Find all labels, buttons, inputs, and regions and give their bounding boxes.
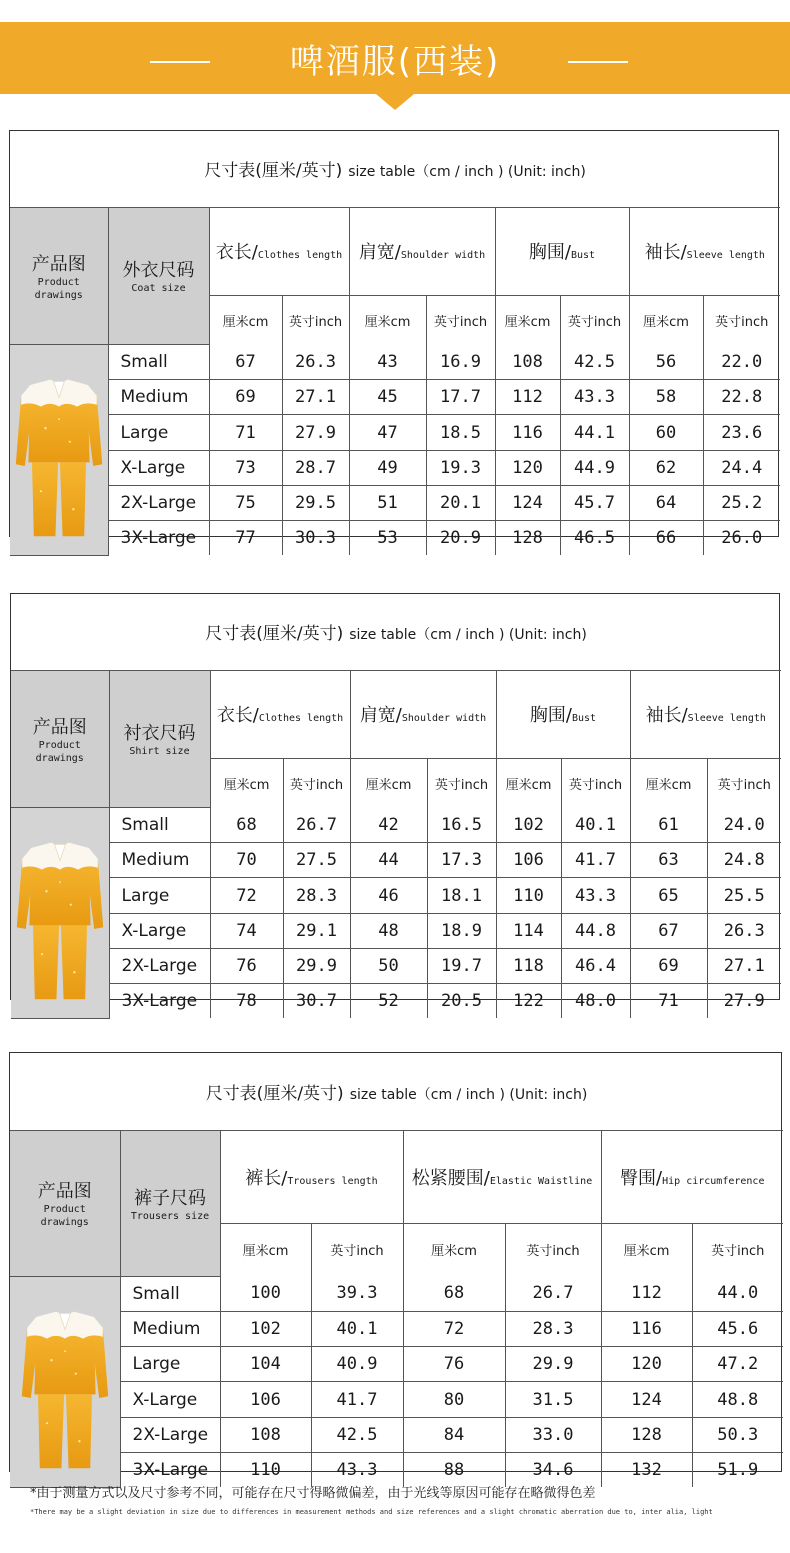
size-label: Medium [120,1311,220,1346]
measure-value: 49 [349,450,426,485]
measure-value: 17.3 [427,843,496,878]
measure-value: 19.7 [427,948,496,983]
measure-value: 26.7 [283,807,350,842]
table-title [10,1053,783,1130]
measure-value: 46.4 [561,948,630,983]
size-label: Large [108,415,209,450]
measure-value: 102 [220,1311,311,1346]
unit-cm: 厘米cm [403,1223,505,1276]
measure-value: 84 [403,1417,505,1452]
measure-value: 24.8 [707,843,781,878]
measure-value: 40.9 [311,1347,403,1382]
table-row [11,913,781,948]
measure-value: 68 [210,807,283,842]
measure-value: 118 [496,948,561,983]
measure-value: 108 [220,1417,311,1452]
unit-cm: 厘米cm [496,759,561,808]
size-label: 2X-Large [109,948,210,983]
measure-value: 76 [403,1347,505,1382]
measure-value: 124 [495,485,560,520]
measure-en: Elastic Waistline [489,1175,593,1187]
unit-cm: 厘米cm [210,759,283,808]
measure-value: 34.6 [505,1453,601,1488]
measure-value: 51.9 [692,1453,783,1488]
measure-value: 48.0 [561,984,630,1019]
measure-value: 27.9 [707,984,781,1019]
measure-value: 67 [630,913,707,948]
table-row [10,344,780,379]
table-row [10,1311,783,1346]
measure-value: 48.8 [692,1382,783,1417]
measure-value: 42.5 [560,344,629,379]
measure-value: 74 [210,913,283,948]
size-header-cn: 衬衣尺码 [123,723,196,745]
unit-cm: 厘米cm [209,296,282,345]
product-header-cn: 产品图 [37,1181,92,1203]
beer-suit-icon [14,345,104,551]
unit-cm: 厘米cm [349,296,426,345]
size-label: X-Large [108,450,209,485]
measure-value: 61 [630,807,707,842]
measure-value: 28.3 [283,878,350,913]
measure-value: 60 [629,415,703,450]
measure-value: 45.7 [560,485,629,520]
disclaimer-cn: *由于测量方式以及尺寸参考不同，可能存在尺寸得略微偏差，由于光线等原因可能存在略微得色差 [30,1486,596,1501]
measure-value: 43.3 [561,878,630,913]
measure-value: 29.1 [283,913,350,948]
measure-value: 45.6 [692,1311,783,1346]
measure-value: 66 [629,521,703,556]
measure-trousers-length [220,1130,403,1223]
size-label: 3X-Large [108,521,209,556]
table-row [10,450,780,485]
measure-value: 110 [496,878,561,913]
measure-value: 48 [350,913,427,948]
measure-bust [496,670,630,758]
unit-inch: 英寸inch [561,759,630,808]
table-row [10,521,780,556]
unit-inch: 英寸inch [282,296,349,345]
measure-value: 58 [629,380,703,415]
product-header-en: Product drawings [40,1204,89,1229]
measure-value: 53 [349,521,426,556]
unit-inch: 英寸inch [283,759,350,808]
table-row [10,1276,783,1311]
size-label: 3X-Large [120,1453,220,1488]
measure-value: 77 [209,521,282,556]
size-label: Medium [109,843,210,878]
measure-value: 28.3 [505,1311,601,1346]
measure-value: 110 [220,1453,311,1488]
product-photo [10,1276,120,1487]
product-drawings-header [11,670,109,807]
product-photo [11,807,109,1018]
product-header-en: Product drawings [34,276,83,301]
measure-value: 42.5 [311,1417,403,1452]
measure-value: 50.3 [692,1417,783,1452]
measure-value: 41.7 [561,843,630,878]
unit-cm: 厘米cm [495,296,560,345]
measure-value: 65 [630,878,707,913]
measure-value: 63 [630,843,707,878]
shirt-size-header [109,670,210,807]
measure-value: 50 [350,948,427,983]
measure-shoulder-width [350,670,496,758]
measure-value: 17.7 [426,380,495,415]
measure-value: 44 [350,843,427,878]
measure-en: Trousers length [287,1175,378,1187]
size-label: X-Large [109,913,210,948]
size-label: 2X-Large [120,1417,220,1452]
measure-value: 18.5 [426,415,495,450]
measure-value: 29.9 [283,948,350,983]
measure-value: 27.1 [707,948,781,983]
measure-clothes-length [209,207,349,295]
trousers-size-header [120,1130,220,1276]
product-photo [10,344,108,555]
table-title-en: size table（cm / inch ) (Unit: inch) [349,1086,588,1103]
measure-value: 80 [403,1382,505,1417]
table-row [10,1347,783,1382]
measure-value: 16.5 [427,807,496,842]
table-row [11,948,781,983]
measure-value: 120 [495,450,560,485]
measure-value: 25.5 [707,878,781,913]
measure-value: 27.1 [282,380,349,415]
unit-inch: 英寸inch [426,296,495,345]
unit-inch: 英寸inch [703,296,780,345]
page-title: 啤酒服(西装) [289,42,501,82]
measure-cn: 臀围/ [620,1167,663,1189]
measure-value: 26.0 [703,521,780,556]
measure-value: 29.9 [505,1347,601,1382]
size-header-en: Trousers size [130,1210,210,1222]
size-header-en: Shirt size [129,746,190,758]
measure-elastic-waistline [403,1130,601,1223]
unit-inch: 英寸inch [707,759,781,808]
size-label: 3X-Large [109,984,210,1019]
measure-en: Sleeve length [687,713,766,725]
measure-value: 30.7 [283,984,350,1019]
unit-inch: 英寸inch [692,1223,783,1276]
measure-value: 18.9 [427,913,496,948]
table-row [10,485,780,520]
measure-en: Hip circumference [662,1175,765,1187]
measure-value: 47 [349,415,426,450]
table-title-en: size table（cm / inch ) (Unit: inch) [348,164,586,181]
measure-value: 39.3 [311,1276,403,1311]
measure-value: 122 [496,984,561,1019]
table-row [11,878,781,913]
measure-en: Clothes length [257,250,343,262]
measure-value: 114 [496,913,561,948]
unit-cm: 厘米cm [220,1223,311,1276]
measure-value: 128 [495,521,560,556]
measure-value: 106 [220,1382,311,1417]
measure-value: 44.1 [560,415,629,450]
measure-value: 71 [630,984,707,1019]
measure-value: 69 [209,380,282,415]
beer-suit-icon [20,1277,110,1483]
measure-value: 68 [403,1276,505,1311]
size-label: Large [109,878,210,913]
measure-value: 72 [210,878,283,913]
measure-value: 26.7 [505,1276,601,1311]
measure-value: 28.7 [282,450,349,485]
measure-cn: 松紧腰围/ [411,1167,490,1189]
product-header-en: Product drawings [35,739,84,764]
product-header-cn: 产品图 [32,716,87,738]
table-row [10,1382,783,1417]
unit-inch: 英寸inch [427,759,496,808]
measure-value: 64 [629,485,703,520]
table-row [11,984,781,1019]
measure-clothes-length [210,670,350,758]
measure-value: 20.1 [426,485,495,520]
measure-value: 112 [495,380,560,415]
measure-value: 69 [630,948,707,983]
table-row [10,380,780,415]
measure-value: 40.1 [561,807,630,842]
measure-value: 88 [403,1453,505,1488]
measure-cn: 衣长/ [216,705,259,727]
measure-en: Sleeve length [686,250,765,262]
unit-cm: 厘米cm [601,1223,692,1276]
measure-value: 43.3 [311,1453,403,1488]
measure-value: 42 [350,807,427,842]
measure-value: 16.9 [426,344,495,379]
measure-cn: 裤长/ [245,1167,288,1189]
unit-cm: 厘米cm [350,759,427,808]
measure-value: 44.8 [561,913,630,948]
measure-cn: 袖长/ [645,705,688,727]
table-row [10,1417,783,1452]
product-drawings-header [10,1130,120,1276]
measure-cn: 肩宽/ [358,242,401,264]
measure-value: 52 [350,984,427,1019]
measure-sleeve-length [630,670,781,758]
beer-suit-icon [15,808,105,1014]
size-header-cn: 裤子尺码 [134,1187,206,1209]
measure-value: 72 [403,1311,505,1346]
product-header-cn: 产品图 [31,253,86,275]
measure-en: Bust [570,250,596,262]
measure-value: 116 [601,1311,692,1346]
table-title-cn: 尺寸表(厘米/英寸) [205,624,344,645]
unit-inch: 英寸inch [311,1223,403,1276]
measure-cn: 肩宽/ [359,705,402,727]
table-row [10,415,780,450]
measure-cn: 衣长/ [215,242,258,264]
measure-value: 104 [220,1347,311,1382]
measure-value: 106 [496,843,561,878]
measure-value: 24.0 [707,807,781,842]
measure-value: 70 [210,843,283,878]
measure-value: 75 [209,485,282,520]
measure-en: Clothes length [258,713,344,725]
measure-value: 19.3 [426,450,495,485]
size-header-cn: 外衣尺码 [122,260,195,282]
measure-value: 45 [349,380,426,415]
size-label: Large [120,1347,220,1382]
measure-value: 62 [629,450,703,485]
measure-value: 120 [601,1347,692,1382]
table-title [11,594,781,670]
measure-bust [495,207,629,295]
measure-cn: 袖长/ [644,242,687,264]
unit-inch: 英寸inch [560,296,629,345]
measure-value: 43.3 [560,380,629,415]
table-row [11,807,781,842]
measure-value: 23.6 [703,415,780,450]
measure-value: 25.2 [703,485,780,520]
measure-en: Bust [571,713,597,725]
measure-value: 51 [349,485,426,520]
size-label: 2X-Large [108,485,209,520]
measure-value: 22.0 [703,344,780,379]
measure-value: 27.9 [282,415,349,450]
measure-value: 56 [629,344,703,379]
coat-size-table [9,130,779,549]
measure-en: Shoulder width [400,250,486,262]
measure-value: 40.1 [311,1311,403,1346]
table-title-cn: 尺寸表(厘米/英寸) [205,1083,344,1104]
measure-shoulder-width [349,207,495,295]
measure-value: 128 [601,1417,692,1452]
measure-en: Shoulder width [401,713,487,725]
size-label: Small [109,807,210,842]
size-label: Small [120,1276,220,1311]
measure-value: 132 [601,1453,692,1488]
measure-value: 46.5 [560,521,629,556]
measure-value: 41.7 [311,1382,403,1417]
measure-value: 78 [210,984,283,1019]
measure-value: 44.0 [692,1276,783,1311]
size-label: X-Large [120,1382,220,1417]
measure-value: 46 [350,878,427,913]
measure-value: 43 [349,344,426,379]
measure-value: 73 [209,450,282,485]
size-header-en: Coat size [131,283,186,295]
measure-value: 116 [495,415,560,450]
measure-value: 18.1 [427,878,496,913]
unit-cm: 厘米cm [630,759,707,808]
measure-value: 31.5 [505,1382,601,1417]
measure-hip-circumference [601,1130,783,1223]
measure-value: 22.8 [703,380,780,415]
measure-value: 44.9 [560,450,629,485]
table-title-cn: 尺寸表(厘米/英寸) [204,161,343,182]
unit-inch: 英寸inch [505,1223,601,1276]
coat-size-header [108,207,209,344]
size-label: Small [108,344,209,379]
banner-arrow [376,94,414,110]
measure-value: 108 [495,344,560,379]
measure-value: 33.0 [505,1417,601,1452]
trousers-size-table [9,1052,782,1481]
measure-value: 76 [210,948,283,983]
measure-value: 26.3 [707,913,781,948]
measure-value: 102 [496,807,561,842]
table-row [11,843,781,878]
measure-value: 27.5 [283,843,350,878]
measure-cn: 胸围/ [528,242,571,264]
table-title-en: size table（cm / inch ) (Unit: inch) [349,627,587,644]
measure-cn: 胸围/ [529,705,572,727]
measure-value: 124 [601,1382,692,1417]
measure-value: 100 [220,1276,311,1311]
disclaimer-en: *There may be a slight deviation in size due to differences in measurement methods and size references and a slight chromatic aberration due to, inter alia, light [30,1508,713,1516]
measure-value: 112 [601,1276,692,1311]
shirt-size-table [10,593,780,1012]
measure-value: 29.5 [282,485,349,520]
measure-sleeve-length [629,207,780,295]
measure-value: 20.5 [427,984,496,1019]
unit-cm: 厘米cm [629,296,703,345]
measure-value: 26.3 [282,344,349,379]
measure-value: 30.3 [282,521,349,556]
measure-value: 24.4 [703,450,780,485]
size-label: Medium [108,380,209,415]
product-drawings-header [10,207,108,344]
measure-value: 67 [209,344,282,379]
measure-value: 20.9 [426,521,495,556]
measure-value: 71 [209,415,282,450]
table-title [10,131,780,207]
measure-value: 47.2 [692,1347,783,1382]
